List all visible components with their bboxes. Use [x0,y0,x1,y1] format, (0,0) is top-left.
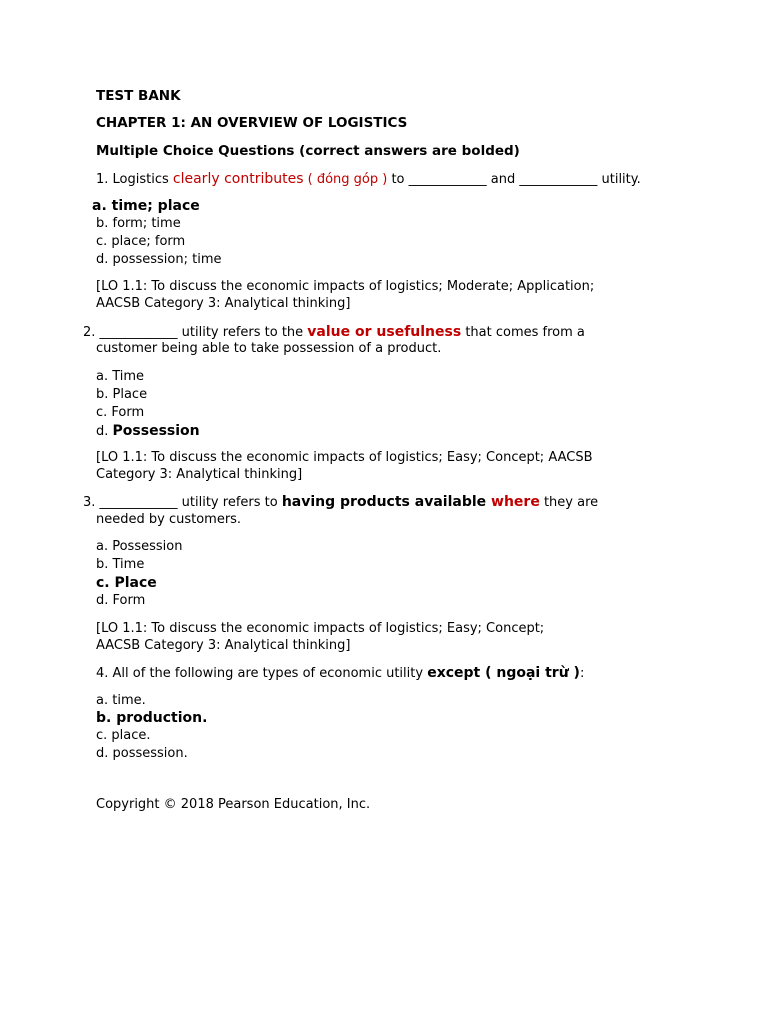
q2-text-end: that comes from a [461,325,585,340]
q2-option-d-prefix: d. [96,424,113,439]
q1-option-b: b. form; time [96,216,181,231]
q1-option-d: d. possession; time [96,252,222,267]
q1-learning-objective-line1: [LO 1.1: To discuss the economic impacts of logistics; Moderate; Application; [96,279,595,294]
section-title: Multiple Choice Questions (correct answers are bolded) [96,143,520,159]
q3-option-d: d. Form [96,593,146,608]
q1-learning-objective-line2: AACSB Category 3: Analytical thinking] [96,296,351,311]
q3-highlight: where [491,494,540,510]
q3-text-start: 3. ____________ utility refers to [83,495,282,510]
q2-option-d-correct: Possession [112,423,200,439]
question-3-stem-line2: needed by customers. [96,512,242,527]
q4-option-b-correct: b. production. [96,710,208,726]
question-2-stem-line2: customer being able to take possession of a product. [96,341,442,356]
q2-learning-objective-line2: Category 3: Analytical thinking] [96,467,303,482]
q2-highlight: value or usefulness [307,324,462,340]
q1-option-c: c. place; form [96,234,186,249]
q3-option-b: b. Time [96,557,145,572]
q3-bold-phrase: having products available [281,494,492,510]
q3-text-end: they are [539,495,599,510]
question-3-stem [83,493,598,512]
q4-text-end: : [579,666,585,681]
q1-text-end: to ____________ and ____________ utility. [387,172,641,187]
q1-option-a-correct: a. time; place [92,198,200,214]
q1-highlight: clearly contributes [172,171,304,187]
q4-option-c: c. place. [96,728,151,743]
q2-option-d [96,422,200,441]
q4-option-d: d. possession. [96,746,188,761]
question-1-stem [96,170,641,189]
q4-bold-phrase: except ( ngoại trừ ) [427,665,580,681]
test-bank-title: TEST BANK [96,88,181,104]
q2-text-start: 2. ____________ utility refers to the [83,325,308,340]
q3-learning-objective-line1: [LO 1.1: To discuss the economic impacts of logistics; Easy; Concept; [96,621,545,636]
q4-option-a: a. time. [96,693,146,708]
q3-option-a: a. Possession [96,539,183,554]
q2-option-c: c. Form [96,405,145,420]
q2-learning-objective-line1: [LO 1.1: To discuss the economic impacts of logistics; Easy; Concept; AACSB [96,450,593,465]
chapter-title: CHAPTER 1: AN OVERVIEW OF LOGISTICS [96,115,408,131]
q3-learning-objective-line2: AACSB Category 3: Analytical thinking] [96,638,351,653]
copyright-footer: Copyright © 2018 Pearson Education, Inc. [96,797,371,812]
q2-option-a: a. Time [96,369,145,384]
q3-option-c-correct: c. Place [96,575,157,591]
q1-translation: ( đóng góp ) [303,172,388,187]
q2-option-b: b. Place [96,387,148,402]
q1-text-start: 1. Logistics [96,172,173,187]
q4-text-start: 4. All of the following are types of economic utility [96,666,428,681]
question-4-stem [96,664,584,683]
